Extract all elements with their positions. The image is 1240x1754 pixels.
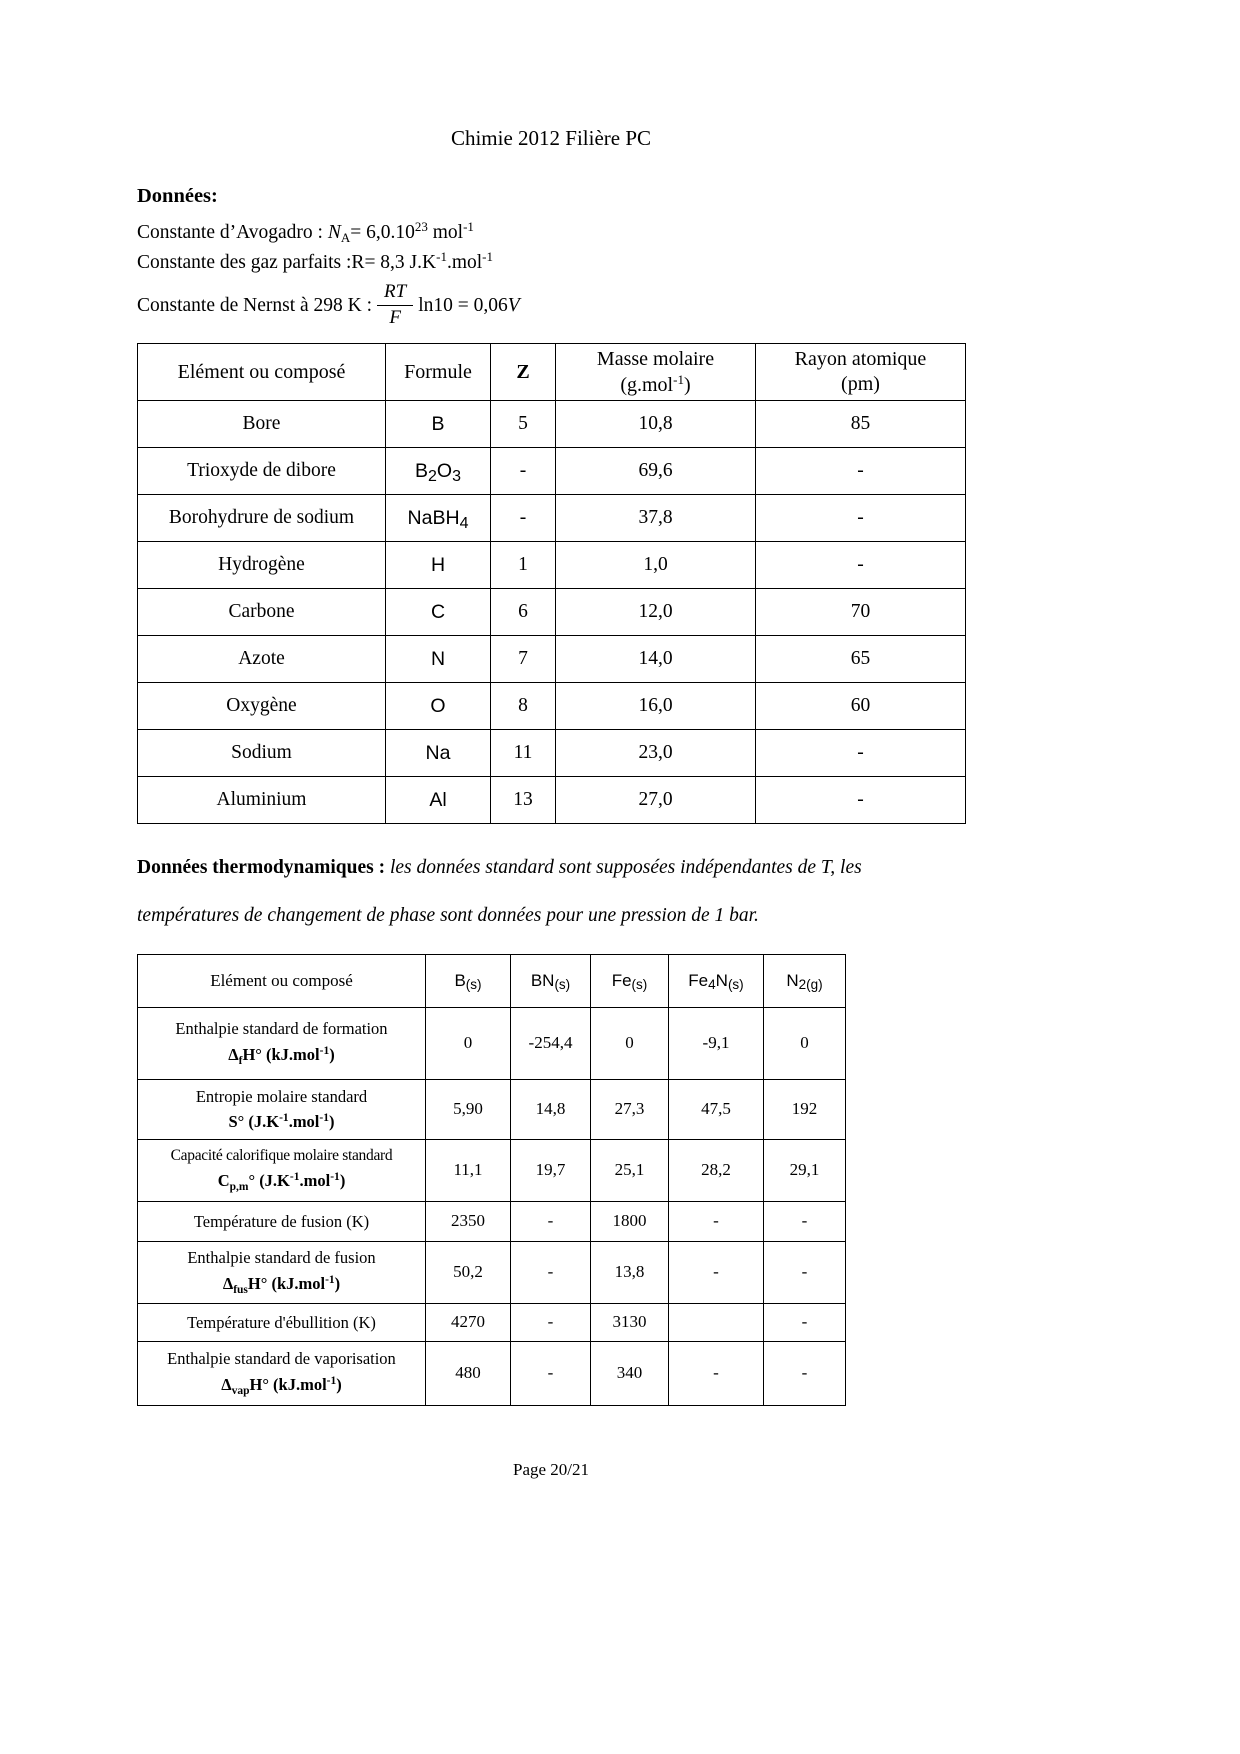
element-name-cell: Oxygène xyxy=(138,683,386,730)
page-number: Page 20/21 xyxy=(512,1459,590,1479)
table-row xyxy=(138,401,966,448)
table-row xyxy=(138,1007,846,1079)
thermo-intro xyxy=(137,854,965,930)
z-cell: 7 xyxy=(491,636,556,683)
text-run: .mol xyxy=(446,252,483,274)
formula-text: B xyxy=(415,459,429,482)
symbol-c: C xyxy=(217,1170,230,1190)
formula-subscript: (s) xyxy=(465,976,482,992)
subscript: f xyxy=(238,1054,243,1067)
subscript: p,m xyxy=(229,1180,249,1193)
formula-text: B xyxy=(431,412,445,435)
superscript: -1 xyxy=(463,219,474,234)
z-cell: - xyxy=(491,448,556,495)
value-cell: 29,1 xyxy=(764,1139,846,1201)
formula-cell xyxy=(386,636,491,683)
text-run: Rayon atomique xyxy=(794,348,927,371)
molar-mass-cell: 16,0 xyxy=(556,683,756,730)
table-row xyxy=(138,1201,846,1241)
element-name-cell: Sodium xyxy=(138,730,386,777)
formula-text: Fe xyxy=(688,970,709,990)
value-cell: 1800 xyxy=(591,1201,669,1241)
formula-subscript: 3 xyxy=(452,467,461,485)
formula-text: N xyxy=(715,970,728,990)
table-row xyxy=(138,1303,846,1341)
table-header-row xyxy=(138,344,966,401)
value-cell: - xyxy=(764,1303,846,1341)
element-name-cell: Trioxyde de dibore xyxy=(138,448,386,495)
table-row xyxy=(138,730,966,777)
text-run: .mol xyxy=(288,1112,320,1132)
superscript: -1 xyxy=(325,1273,335,1286)
formula-text: N xyxy=(430,647,446,670)
value-cell: 192 xyxy=(764,1079,846,1139)
text-run: Masse molaire xyxy=(596,347,715,370)
element-name-cell: Aluminium xyxy=(138,777,386,824)
header-masse-molaire xyxy=(556,344,756,401)
text-run: H° (kJ.mol xyxy=(247,1273,326,1293)
text-run: S° (J.K xyxy=(228,1112,280,1132)
formula-subscript: (s) xyxy=(727,976,744,992)
text-run: H° (kJ.mol xyxy=(249,1374,327,1394)
z-cell: 5 xyxy=(491,401,556,448)
table-row xyxy=(138,589,966,636)
table-row xyxy=(138,683,966,730)
symbol-v: V xyxy=(507,294,520,316)
formula-text: C xyxy=(430,600,446,623)
text-run: H° (kJ.mol xyxy=(242,1044,320,1064)
element-name-cell: Azote xyxy=(138,636,386,683)
value-cell: 50,2 xyxy=(426,1241,511,1303)
element-name-cell: Hydrogène xyxy=(138,542,386,589)
text-run: ) xyxy=(329,1112,335,1132)
radius-cell: - xyxy=(756,777,966,824)
value-cell: - xyxy=(669,1341,764,1405)
symbol-delta: Δ xyxy=(221,1374,232,1394)
text-run: .mol xyxy=(299,1170,331,1190)
superscript: -1 xyxy=(319,1112,329,1125)
element-name-cell: Bore xyxy=(138,401,386,448)
z-cell: 11 xyxy=(491,730,556,777)
radius-cell: - xyxy=(756,495,966,542)
molar-mass-cell: 14,0 xyxy=(556,636,756,683)
value-cell: 19,7 xyxy=(511,1139,591,1201)
thermo-line2: températures de changement de phase sont données pour une pression de 1 bar. xyxy=(137,904,759,926)
formula-cell xyxy=(386,683,491,730)
value-cell: 14,8 xyxy=(511,1079,591,1139)
text-run: = 6,0.10 xyxy=(350,222,415,243)
element-name-cell: Borohydrure de sodium xyxy=(138,495,386,542)
header-bn-solid xyxy=(511,954,591,1007)
value-cell: 11,1 xyxy=(426,1139,511,1201)
superscript: 23 xyxy=(414,219,428,234)
nernst-constant-line xyxy=(137,282,965,329)
symbol-n: N xyxy=(327,222,341,243)
z-cell: 13 xyxy=(491,777,556,824)
table-row xyxy=(138,1341,846,1405)
row-symbol xyxy=(142,1168,421,1197)
header-fe-solid xyxy=(591,954,669,1007)
row-label-cell xyxy=(138,1201,426,1241)
formula-text: N xyxy=(786,970,799,990)
formula-cell xyxy=(386,448,491,495)
row-label: Capacité calorifique molaire standard xyxy=(170,1146,393,1164)
text-run: ) xyxy=(683,373,691,396)
z-cell: 8 xyxy=(491,683,556,730)
value-cell: 2350 xyxy=(426,1201,511,1241)
formula-text: H xyxy=(430,553,446,576)
row-label-cell xyxy=(138,1303,426,1341)
superscript: -1 xyxy=(289,1170,300,1183)
formula-subscript: 2 xyxy=(428,467,437,485)
thermo-heading: Données thermodynamiques : xyxy=(137,857,390,879)
formula-subscript: 4 xyxy=(708,976,716,992)
symbol-delta: Δ xyxy=(228,1044,239,1064)
elements-table xyxy=(137,343,966,824)
z-cell: - xyxy=(491,495,556,542)
header-formule: Formule xyxy=(386,344,491,401)
value-cell: - xyxy=(764,1341,846,1405)
z-cell: 1 xyxy=(491,542,556,589)
table-row xyxy=(138,1241,846,1303)
table-row xyxy=(138,1139,846,1201)
formula-text: Fe xyxy=(611,970,632,990)
text-run: ) xyxy=(339,1170,346,1190)
formula-text: O xyxy=(436,459,453,482)
value-cell: - xyxy=(669,1241,764,1303)
formula-subscript: (s) xyxy=(631,976,648,992)
text-run: (g.mol xyxy=(620,373,674,396)
molar-mass-cell: 37,8 xyxy=(556,495,756,542)
formula-subscript: (g) xyxy=(806,976,823,992)
radius-cell: - xyxy=(756,448,966,495)
text-run: ° (J.K xyxy=(248,1170,290,1190)
formula-text: B xyxy=(454,970,466,990)
text-run: ln10 = 0,06 xyxy=(418,294,508,316)
text-run: ) xyxy=(329,1044,335,1064)
formula-text: Na xyxy=(425,741,451,764)
superscript: -1 xyxy=(279,1112,289,1125)
donnees-heading: Données: xyxy=(137,185,218,207)
element-name-cell: Carbone xyxy=(138,589,386,636)
text-run: Constante d’Avogadro : xyxy=(137,222,328,243)
value-cell: 5,90 xyxy=(426,1079,511,1139)
superscript: -1 xyxy=(319,1044,330,1057)
formula-subscript: 2 xyxy=(798,976,807,992)
header-element: Elément ou composé xyxy=(138,344,386,401)
molar-mass-cell: 1,0 xyxy=(556,542,756,589)
row-label: Enthalpie standard de vaporisation xyxy=(167,1349,396,1369)
text-run: les données standard sont supposées indépendantes de T, les xyxy=(389,857,862,879)
molar-mass-cell: 23,0 xyxy=(556,730,756,777)
symbol-delta: Δ xyxy=(222,1273,234,1293)
row-label-cell xyxy=(138,1341,426,1405)
row-label-cell xyxy=(138,1007,426,1079)
header-n2-gas xyxy=(764,954,846,1007)
molar-mass-cell: 12,0 xyxy=(556,589,756,636)
avogadro-constant-line xyxy=(137,218,965,247)
radius-cell: 70 xyxy=(756,589,966,636)
row-label: Enthalpie standard de fusion xyxy=(187,1248,376,1268)
row-symbol xyxy=(142,1042,421,1071)
value-cell: 0 xyxy=(426,1007,511,1079)
header-fe4n-solid xyxy=(669,954,764,1007)
value-cell xyxy=(669,1303,764,1341)
header-b-solid xyxy=(426,954,511,1007)
table-header-row xyxy=(138,954,846,1007)
value-cell: 25,1 xyxy=(591,1139,669,1201)
value-cell: 0 xyxy=(591,1007,669,1079)
row-label: Température d'ébullition (K) xyxy=(187,1312,376,1332)
text-run: Constante des gaz parfaits :R= 8,3 J.K xyxy=(137,252,437,274)
value-cell: 47,5 xyxy=(669,1079,764,1139)
formula-text: BN xyxy=(530,970,555,990)
row-label-cell xyxy=(138,1079,426,1139)
formula-text: NaBH xyxy=(407,506,460,529)
formula-cell xyxy=(386,589,491,636)
formula-subscript: (s) xyxy=(554,976,571,992)
value-cell: - xyxy=(764,1241,846,1303)
value-cell: 340 xyxy=(591,1341,669,1405)
text-run: mol xyxy=(427,222,464,243)
formula-cell xyxy=(386,495,491,542)
page-title: Chimie 2012 Filière PC xyxy=(450,126,652,150)
superscript: -1 xyxy=(330,1170,340,1183)
gas-constant-line xyxy=(137,248,965,276)
text-run: (pm) xyxy=(841,373,880,396)
value-cell: 480 xyxy=(426,1341,511,1405)
fraction-denominator: F xyxy=(389,307,401,329)
subscript: vap xyxy=(231,1384,250,1397)
thermo-line1 xyxy=(137,854,965,882)
row-symbol xyxy=(142,1109,421,1135)
molar-mass-cell: 10,8 xyxy=(556,401,756,448)
thermodynamic-table xyxy=(137,954,846,1406)
value-cell: - xyxy=(669,1201,764,1241)
formula-text: Al xyxy=(429,788,447,811)
table-row xyxy=(138,777,966,824)
row-label: Enthalpie standard de formation xyxy=(175,1019,388,1039)
superscript: -1 xyxy=(482,249,494,265)
value-cell: - xyxy=(511,1201,591,1241)
formula-cell xyxy=(386,777,491,824)
value-cell: 3130 xyxy=(591,1303,669,1341)
formula-subscript: 4 xyxy=(459,514,469,532)
row-symbol xyxy=(142,1271,421,1300)
value-cell: - xyxy=(511,1241,591,1303)
value-cell: 27,3 xyxy=(591,1079,669,1139)
header-rayon-atomique xyxy=(756,344,966,401)
value-cell: 28,2 xyxy=(669,1139,764,1201)
text-run: Constante de Nernst à 298 K : xyxy=(137,294,373,316)
value-cell: - xyxy=(764,1201,846,1241)
radius-cell: - xyxy=(756,730,966,777)
formula-cell xyxy=(386,730,491,777)
z-cell: 6 xyxy=(491,589,556,636)
subscript: A xyxy=(340,230,351,245)
radius-cell: 85 xyxy=(756,401,966,448)
table-row xyxy=(138,542,966,589)
formula-cell xyxy=(386,401,491,448)
superscript: -1 xyxy=(673,371,684,387)
molar-mass-cell: 27,0 xyxy=(556,777,756,824)
value-cell: 13,8 xyxy=(591,1241,669,1303)
value-cell: 4270 xyxy=(426,1303,511,1341)
superscript: -1 xyxy=(326,1374,337,1387)
header-element: Elément ou composé xyxy=(138,954,426,1007)
superscript: -1 xyxy=(436,249,447,265)
formula-cell xyxy=(386,542,491,589)
row-label: Entropie molaire standard xyxy=(195,1086,368,1106)
radius-cell: 60 xyxy=(756,683,966,730)
formula-text: O xyxy=(430,694,446,717)
value-cell: -254,4 xyxy=(511,1007,591,1079)
row-symbol xyxy=(142,1372,421,1401)
row-label: Température de fusion (K) xyxy=(193,1211,370,1231)
fraction-numerator: RT xyxy=(377,282,413,306)
subscript: fus xyxy=(233,1283,248,1296)
text-run: ) xyxy=(334,1273,341,1293)
radius-cell: 65 xyxy=(756,636,966,683)
text-run: ) xyxy=(336,1374,342,1394)
radius-cell: - xyxy=(756,542,966,589)
molar-mass-cell: 69,6 xyxy=(556,448,756,495)
header-z: Z xyxy=(491,344,556,401)
table-row xyxy=(138,495,966,542)
value-cell: - xyxy=(511,1303,591,1341)
table-row xyxy=(138,448,966,495)
row-label-cell xyxy=(138,1241,426,1303)
row-label-cell xyxy=(138,1139,426,1201)
table-row xyxy=(138,636,966,683)
fraction-rt-over-f xyxy=(377,282,413,329)
value-cell: -9,1 xyxy=(669,1007,764,1079)
value-cell: 0 xyxy=(764,1007,846,1079)
value-cell: - xyxy=(511,1341,591,1405)
table-row xyxy=(138,1079,846,1139)
